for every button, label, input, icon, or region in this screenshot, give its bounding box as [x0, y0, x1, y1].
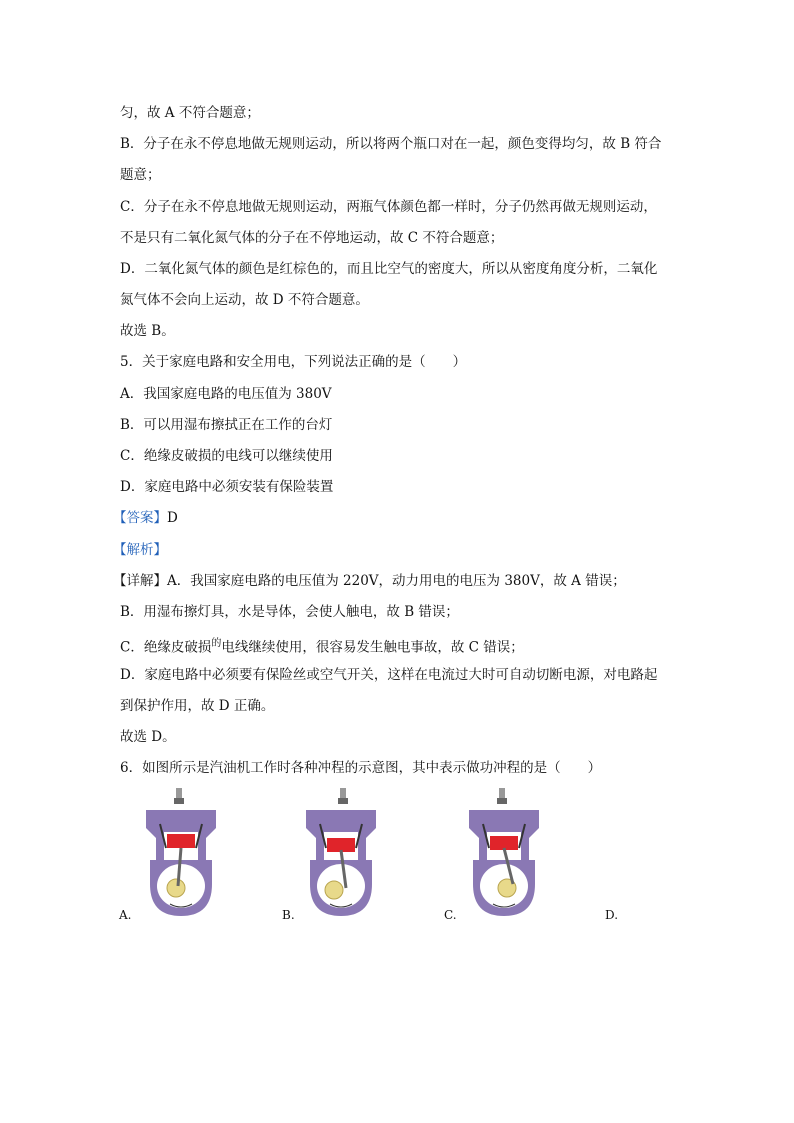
- superscript-char: 的: [211, 638, 222, 649]
- question-6-stem: 6．如图所示是汽油机工作时各种冲程的示意图，其中表示做功冲程的是（ ）: [120, 760, 602, 776]
- text-line: 不是只有二氧化氮气体的分子在不停地运动，故 C 不符合题意；: [120, 230, 504, 246]
- figure-label-a: A.: [119, 908, 132, 922]
- text-line: 故选 D。: [120, 729, 176, 745]
- text-line: D．家庭电路中必须要有保险丝或空气开关，这样在电流过大时可自动切断电源，对电路起: [120, 667, 658, 683]
- analysis-line: [113, 542, 167, 558]
- detail-tag: 【详解】: [113, 573, 167, 589]
- detail-text: A．我国家庭电路的电压值为 220V，动力用电的电压为 380V，故 A 错误；: [167, 573, 626, 589]
- analysis-tag: 【解析】: [113, 542, 167, 558]
- answer-line: [113, 510, 178, 526]
- engine-figure-c: [463, 788, 545, 920]
- text-line: 故选 B。: [120, 323, 175, 339]
- engine-figure-b: [300, 788, 382, 920]
- text-line: B．分子在永不停息地做无规则运动，所以将两个瓶口对在一起，颜色变得均匀，故 B 符合: [120, 136, 662, 152]
- figure-label-c: C.: [444, 908, 457, 922]
- detail-line: [113, 573, 626, 589]
- engine-figure-a: [140, 788, 222, 920]
- text-line: C．分子在永不停息地做无规则运动，两瓶气体颜色都一样时，分子仍然再做无规则运动，: [120, 199, 657, 215]
- figure-label-d: D.: [605, 908, 619, 922]
- answer-tag: 【答案】: [113, 510, 167, 526]
- option-d: D．家庭电路中必须安装有保险装置: [120, 479, 334, 495]
- question-5-stem: 5．关于家庭电路和安全用电，下列说法正确的是（ ）: [120, 354, 467, 370]
- text-line: B．用湿布擦灯具，水是导体，会使人触电，故 B 错误；: [120, 604, 459, 620]
- text-line: 氮气体不会向上运动，故 D 不符合题意。: [120, 292, 369, 308]
- option-b: B．可以用湿布擦拭正在工作的台灯: [120, 417, 333, 433]
- text-line: 题意；: [120, 167, 161, 183]
- text-line: 到保护作用，故 D 正确。: [120, 698, 275, 714]
- option-a: A．我国家庭电路的电压值为 380V: [120, 386, 332, 402]
- text-line: D．二氧化氮气体的颜色是红棕色的，而且比空气的密度大，所以从密度角度分析，二氧化: [120, 261, 658, 277]
- text-line: C．绝缘皮破损$^的$电线继续使用，很容易发生触电事故，故 C 错误；: [120, 638, 524, 656]
- option-c: C．绝缘皮破损的电线可以继续使用: [120, 448, 333, 464]
- text-line: 匀，故 A 不符合题意；: [120, 105, 260, 121]
- figure-label-b: B.: [282, 908, 295, 922]
- answer-value: D: [167, 510, 178, 526]
